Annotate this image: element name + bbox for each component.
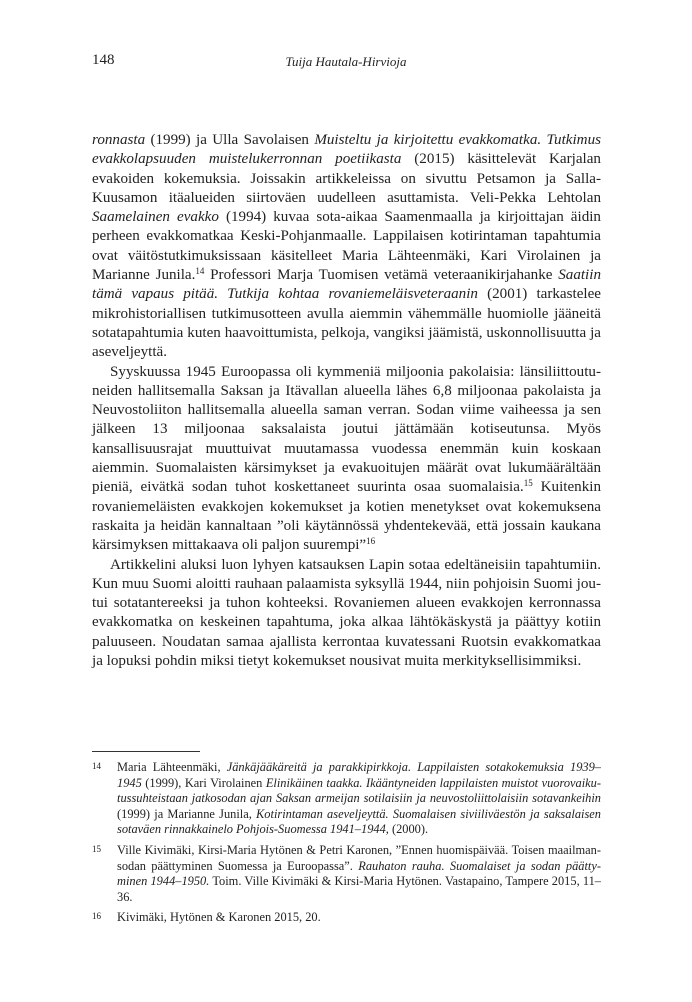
body-text <box>92 131 601 671</box>
paragraph <box>92 556 601 672</box>
footnote-rule <box>92 751 200 752</box>
text-run: Artikkelini aluksi luon lyhyen katsauksen Lapin sotaa edeltäneisiin tapahtumiin. Kun muu Suomi aloitti rauhaan palaamista syksyllä 1944, niin pohjoisin Suomi joutui sotatantereeksi ja tuhon kohteeksi. Rovaniemen alueen evakkojen kerronnassa evakkomatka on keskeinen tapahtuma, joka alkaa lähtökäskystä ja päättyy kotiin paluuseen. Noudatan samaa ajallista kerrontaa kuvatessani Ruotsin evakkomatkaa ja lopuksi pohdin miksi tietyt kokemukset nousivat muita merkityksellisimmiksi. <box>92 556 601 670</box>
footnote-reference: 14 <box>195 266 205 277</box>
paragraph <box>92 363 601 556</box>
footnote-number: 15 <box>92 843 101 854</box>
text-run: (1994) kuvaa sota-aikaa Saamenmaalla ja kirjoittajan äidin perheen evakkomatkaa Keski-Pohjanmaalle. Lappilaisen kotirintaman tapahtumia ovat väitöstutkimuksissaan käsitelleet Maria Lähteenmäki, Kari Virolainen ja Marianne Junila. <box>92 209 601 284</box>
text-run: (1999), Kari Virolainen <box>141 775 266 790</box>
footnote-text <box>117 760 601 838</box>
footnote <box>92 760 601 838</box>
footnote <box>92 910 601 926</box>
italic-text: ronnasta <box>92 132 146 148</box>
footnote-reference: 16 <box>366 536 376 547</box>
italic-text: Muisteltu ja kirjoitettu evakkomatka. Tutkimus evakkolapsuuden muistelukerronnan poetiikasta <box>92 132 601 168</box>
text-run: Syyskuussa 1945 Euroopassa oli kymmeniä miljoonia pakolaisia: länsiliittoutuneiden hallitsemalla Saksan ja Itävallan alueella lähes 6,8 miljoonaa pakolaista ja Neuvostoliiton hallitsemalla alueella saman verran. Sodan viime vaiheessa ja sen jälkeen 13 miljoonaa saksalaista joutui jättämään kotiseutunsa. Myös kansallisuusrajat muuttuivat muutamassa vuodessa enemmän kuin koskaan aiemmin. Suomalaisten kärsimykset ja evakuoitujen määrät ovat lukumäärältään pieniä, eivätkä sodan tuhot koskettaneet suurinta osaa suomalaisia. <box>92 363 601 496</box>
text-run: (1999) ja Marianne Junila, <box>117 806 257 821</box>
text-run: Maria Lähteenmäki, <box>117 760 227 774</box>
text-run: Kivimäki, Hytönen & Karonen 2015, 20. <box>117 910 321 925</box>
italic-text: Saatiin tämä vapaus pitää. Tutkija kohtaa rovaniemeläisveteraanin <box>92 267 601 303</box>
text-run: Ville Kivimäki, Kirsi-Maria Hytönen & Petri Karonen, ”Ennen huomispäivää. Toisen maailmansodan päättyminen Suomessa ja Euroopassa”. <box>117 842 601 873</box>
running-head: Tuija Hautala-Hirvioja <box>285 54 407 69</box>
text-run: Kuitenkin rovaniemeläisten evakkojen kokemukset ja kotien menetykset ovat kokemuksena raskaita ja heidän kannaltaan ”oli käytännössä yhdentekevää, että jossain kaukana kärsimyksen mittakaava oli paljon suurempi” <box>92 479 601 554</box>
text-run: (2001) tarkastelee mikrohistoriallisen tutkimusotteen avulla aiemmin vähemmälle huomiolle jääneitä sotatapahtumia kuten haavoittumista, pelkoja, vangiksi jäämistä, uskonnollisuutta ja aseveljeyttä. <box>92 286 601 361</box>
footnote-number: 16 <box>92 911 101 922</box>
italic-text: Rauhaton rauha. Suomalaiset ja sodan päättyminen 1944–1950. <box>117 858 601 889</box>
page-number: 148 <box>92 52 115 68</box>
footnote-text <box>117 910 601 926</box>
italic-text: Saamelainen evakko <box>92 209 219 226</box>
footnote-reference: 15 <box>523 478 533 489</box>
footnote-text <box>117 843 601 905</box>
footnote <box>92 843 601 905</box>
italic-text: Elinikäinen taakka. Ikääntyneiden lappilaisten muistot vuorovaikutussuhteistaan jatkosodan ajan Saksan armeijan sotilaisiin ja neuvostoliittolaisiin sotavankeihin <box>117 775 601 806</box>
text-run: (2000). <box>388 822 429 837</box>
paragraph <box>92 131 601 363</box>
text-run: Toim. Ville Kivimäki & Kirsi-Maria Hytönen. Vastapaino, Tampere 2015, 11–36. <box>117 874 602 904</box>
italic-text: Kotirintaman aseveljeyttä. Suomalaisen siviiliväestön ja saksalaisen sotaväen rinnakkainelo Pohjois-Suomessa 1941–1944, <box>117 806 601 837</box>
text-run: Professori Marja Tuomisen vetämä veteraanikirjahanke <box>204 267 559 284</box>
italic-text: Jänkäjääkäreitä ja parakkipirkkoja. Lappilaisten sotakokemuksia 1939–1945 <box>117 760 601 790</box>
footnote-number: 14 <box>92 761 101 771</box>
footnotes <box>92 760 601 931</box>
text-run: (2015) käsittelevät Karjalan evakoiden kokemuksia. Joissakin artikkeleissa on sivuttu Petsamon ja Salla-Kuusamon itäalueiden siirtoväen uudelleen asuttamista. Veli-Pekka Lehtolan <box>92 151 601 206</box>
text-run: (1999) ja Ulla Savolaisen <box>145 132 315 148</box>
